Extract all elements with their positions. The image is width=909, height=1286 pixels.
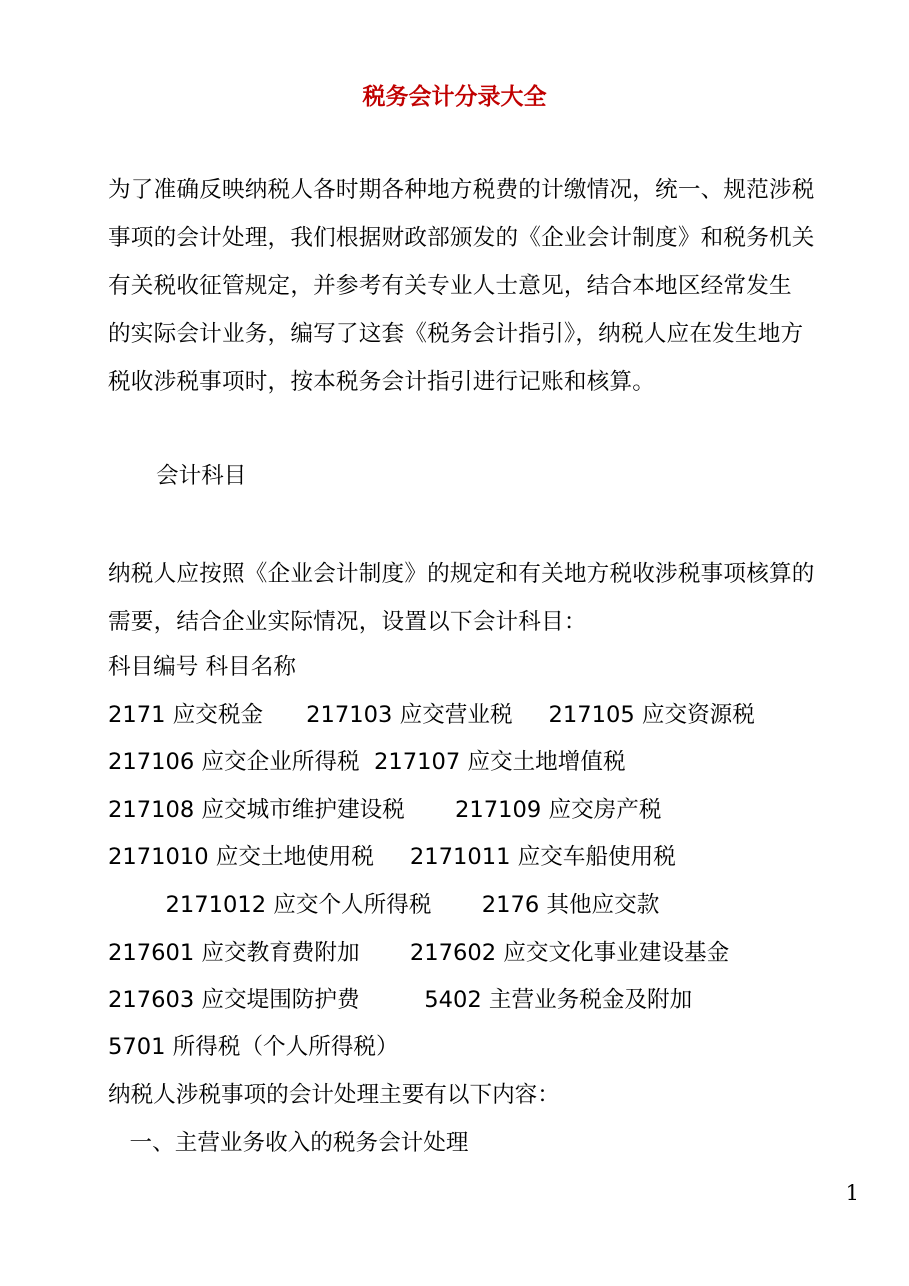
account-line: 5701 所得税（个人所得税） <box>108 1034 399 1060</box>
page-number: 1 <box>845 1181 859 1205</box>
intro-line: 税收涉税事项时，按本税务会计指引进行记账和核算。 <box>108 369 656 395</box>
account-line: 2171 应交税金 217103 应交营业税 217105 应交资源税 <box>108 702 755 728</box>
account-line: 2171012 应交个人所得税 2176 其他应交款 <box>108 892 660 918</box>
intro-paragraph <box>108 166 868 406</box>
section-heading: 会计科目 <box>156 463 247 489</box>
account-line: 217603 应交堤围防护费 5402 主营业务税金及附加 <box>108 987 693 1013</box>
intro-line: 为了准确反映纳税人各时期各种地方税费的计缴情况，统一、规范涉税 <box>108 177 815 203</box>
intro-line: 的实际会计业务，编写了这套《税务会计指引》，纳税人应在发生地方 <box>108 321 804 347</box>
account-line: 217108 应交城市维护建设税 217109 应交房产税 <box>108 797 662 823</box>
account-line: 2171010 应交土地使用税 2171011 应交车船使用税 <box>108 844 676 870</box>
subsection-heading: 一、主营业务收入的税务会计处理 <box>108 1130 469 1156</box>
intro-line: 事项的会计处理，我们根据财政部颁发的《企业会计制度》和税务机关 <box>108 225 815 251</box>
account-line: 217106 应交企业所得税 217107 应交土地增值税 <box>108 749 626 775</box>
summary-line: 纳税人涉税事项的会计处理主要有以下内容： <box>108 1082 560 1108</box>
account-table-header: 科目编号 科目名称 <box>108 654 296 680</box>
setup-line: 纳税人应按照《企业会计制度》的规定和有关地方税收涉税事项核算的 <box>108 561 815 587</box>
intro-line: 有关税收征管规定，并参考有关专业人士意见，结合本地区经常发生 <box>108 273 792 299</box>
account-line: 217601 应交教育费附加 217602 应交文化事业建设基金 <box>108 940 730 966</box>
setup-line: 需要，结合企业实际情况，设置以下会计科目： <box>108 609 587 635</box>
document-title: 税务会计分录大全 <box>362 84 547 110</box>
setup-paragraph <box>108 550 868 646</box>
